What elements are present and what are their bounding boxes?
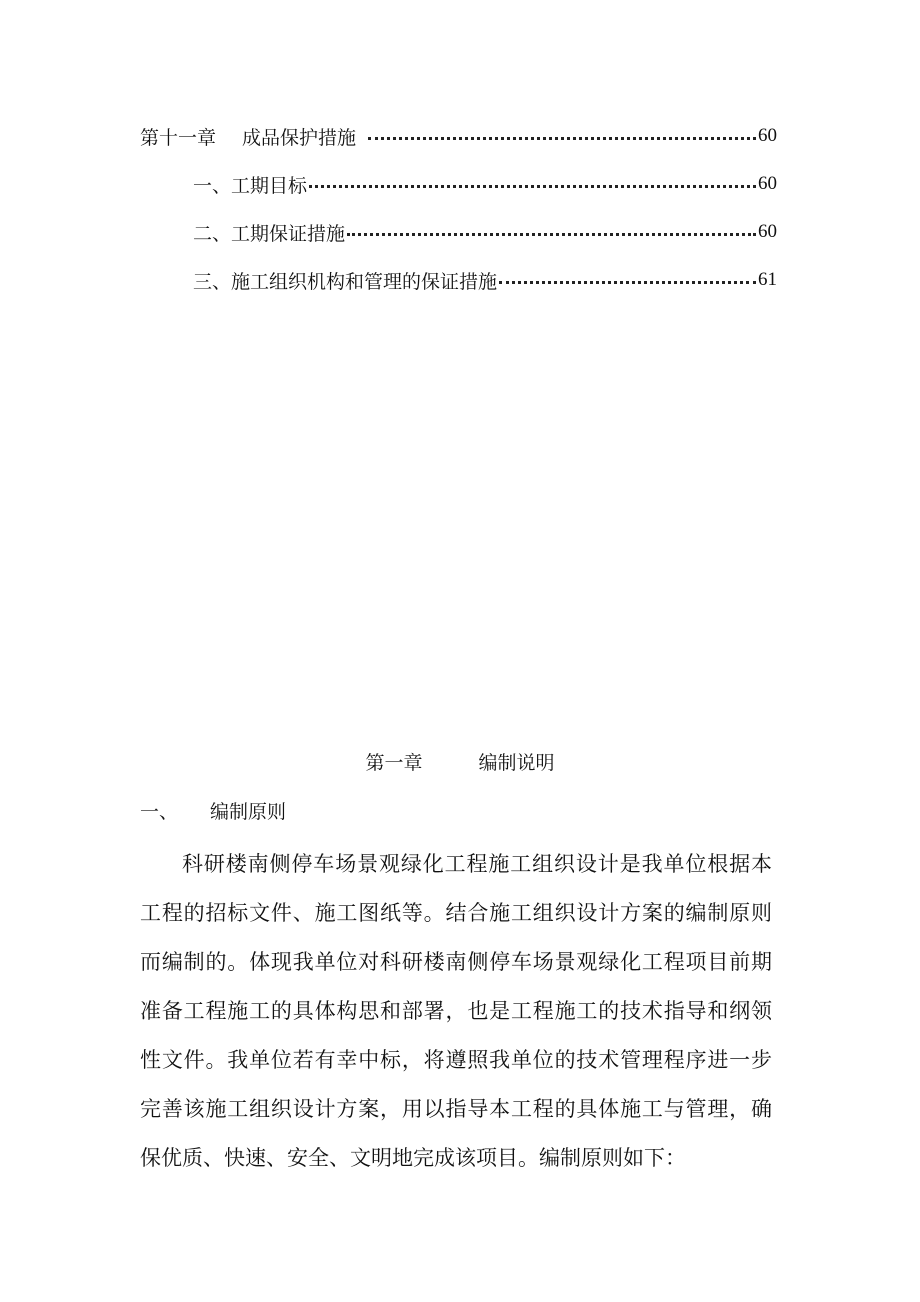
toc-page-number: 60 — [758, 221, 777, 242]
toc-dot-leader — [309, 185, 756, 188]
toc-dot-leader — [499, 281, 756, 284]
toc-page-number: 60 — [758, 173, 777, 194]
chapter-number: 第一章 — [365, 752, 423, 774]
paragraph-line: 科研楼南侧停车场景观绿化工程施工组织设计是我单位根据本 — [182, 852, 772, 876]
toc-entry-label — [140, 123, 356, 150]
toc-page-number: 60 — [758, 125, 777, 146]
toc-chapter-title: 成品保护措施 — [242, 126, 357, 149]
section-heading — [140, 797, 286, 824]
paragraph-line: 而编制的。体现我单位对科研楼南侧停车场景观绿化工程项目前期 — [140, 950, 772, 974]
section-title: 编制原则 — [210, 801, 287, 823]
toc-entry-label: 三、施工组织机构和管理的保证措施 — [193, 270, 498, 293]
paragraph-line: 工程的招标文件、施工图纸等。结合施工组织设计方案的编制原则 — [140, 901, 772, 925]
toc-dot-leader — [347, 233, 756, 236]
toc-page-number: 61 — [758, 269, 777, 290]
toc-entry-schedule-measures[interactable] — [193, 217, 777, 247]
paragraph-line: 准备工程施工的具体构思和部署，也是工程施工的技术指导和纲领 — [140, 999, 772, 1023]
paragraph-line: 完善该施工组织设计方案，用以指导本工程的具体施工与管理，确 — [140, 1097, 772, 1121]
chapter-heading — [0, 748, 920, 775]
section-number: 一、 — [140, 801, 179, 823]
paragraph-line: 性文件。我单位若有幸中标，将遵照我单位的技术管理程序进一步 — [140, 1048, 772, 1072]
paragraph-line: 保优质、快速、安全、文明地完成该项目。编制原则如下： — [140, 1146, 686, 1170]
toc-entry-organization-measures[interactable] — [193, 265, 777, 295]
toc-chapter-number: 第十一章 — [140, 126, 217, 149]
toc-dot-leader — [368, 137, 756, 140]
chapter-title: 编制说明 — [478, 752, 555, 774]
toc-entry-label: 一、工期目标 — [193, 174, 308, 197]
toc-entry-label: 二、工期保证措施 — [193, 222, 346, 245]
toc-entry-chapter-11[interactable] — [140, 121, 777, 151]
toc-entry-schedule-goal[interactable] — [193, 169, 777, 199]
body-paragraph — [140, 840, 772, 1183]
